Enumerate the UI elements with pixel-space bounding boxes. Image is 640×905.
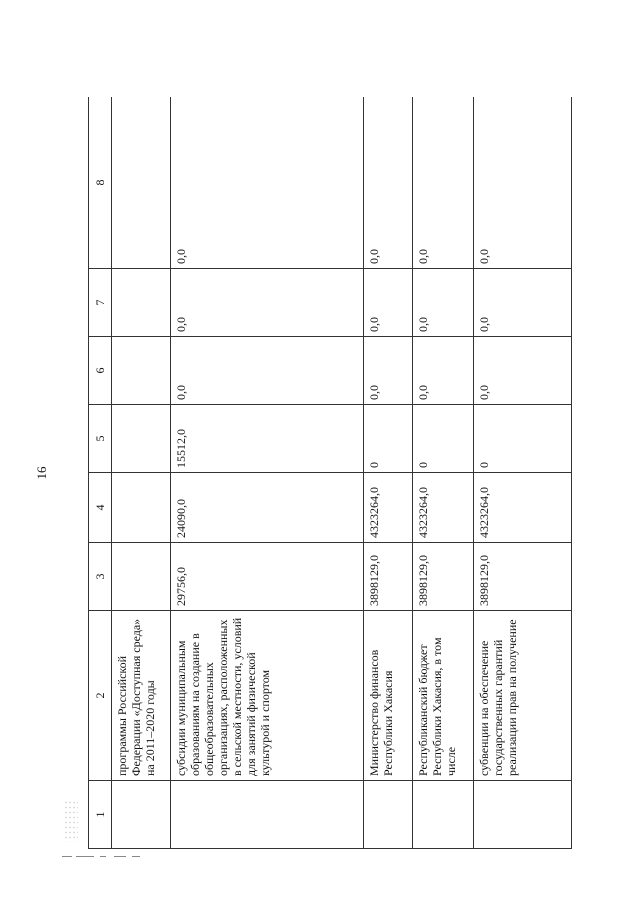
cell <box>112 97 171 269</box>
cell <box>112 473 171 543</box>
cell-description: субвенции на обеспечение государственных гарантий реализации прав на получение <box>474 611 572 781</box>
cell-description: Министерство финансов Республики Хакасия <box>364 611 413 781</box>
cell: 4323264,0 <box>413 473 474 543</box>
budget-table <box>88 97 572 849</box>
cell <box>112 405 171 473</box>
table-container <box>88 97 572 849</box>
cell: 0,0 <box>474 337 572 405</box>
cell: 0 <box>364 405 413 473</box>
rotated-table-frame <box>88 97 572 849</box>
cell <box>474 781 572 849</box>
cell <box>112 269 171 337</box>
header-col-7: 7 <box>89 269 112 337</box>
cell: 0,0 <box>364 97 413 269</box>
table-row <box>171 97 364 849</box>
cell: 0,0 <box>171 269 364 337</box>
cell <box>413 781 474 849</box>
header-col-6: 6 <box>89 337 112 405</box>
cell: 15512,0 <box>171 405 364 473</box>
scan-artifact-line <box>62 848 142 862</box>
cell: 24090,0 <box>171 473 364 543</box>
cell: 0,0 <box>364 337 413 405</box>
header-col-4: 4 <box>89 473 112 543</box>
table-row <box>112 97 171 849</box>
cell <box>364 781 413 849</box>
cell: 0,0 <box>171 97 364 269</box>
cell: 3898129,0 <box>413 543 474 611</box>
table-row <box>474 97 572 849</box>
cell: 0,0 <box>474 269 572 337</box>
header-col-5: 5 <box>89 405 112 473</box>
cell-description: Республиканский бюджет Республики Хакасия, в том числе <box>413 611 474 781</box>
scan-artifact-dots <box>64 800 78 842</box>
page-number: 16 <box>34 466 49 480</box>
cell: 0 <box>474 405 572 473</box>
cell: 0,0 <box>171 337 364 405</box>
cell <box>171 781 364 849</box>
cell: 0,0 <box>364 269 413 337</box>
table-row <box>364 97 413 849</box>
cell: 3898129,0 <box>474 543 572 611</box>
cell: 0,0 <box>474 97 572 269</box>
cell: 0,0 <box>413 337 474 405</box>
cell <box>112 781 171 849</box>
cell: 29756,0 <box>171 543 364 611</box>
cell-description: программы Российской Федерации «Доступная среда» на 2011–2020 годы <box>112 611 171 781</box>
header-col-2: 2 <box>89 611 112 781</box>
cell <box>112 337 171 405</box>
cell: 0,0 <box>413 269 474 337</box>
header-col-1: 1 <box>89 781 112 849</box>
table-header-row <box>89 97 112 849</box>
cell: 4323264,0 <box>364 473 413 543</box>
cell <box>112 543 171 611</box>
cell-description: субсидии муниципальным образованиям на создание в общеобразовательных организациях, расположенных в сельской местности, условий для занятий физической культурой и спортом <box>171 611 364 781</box>
header-col-3: 3 <box>89 543 112 611</box>
table-row <box>413 97 474 849</box>
cell: 3898129,0 <box>364 543 413 611</box>
cell: 4323264,0 <box>474 473 572 543</box>
header-col-8: 8 <box>89 97 112 269</box>
cell: 0,0 <box>413 97 474 269</box>
cell: 0 <box>413 405 474 473</box>
